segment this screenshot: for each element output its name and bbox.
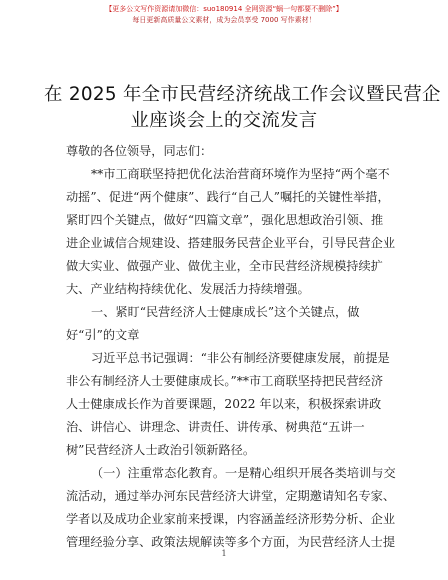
body-line: 进企业诚信合规建设、搭建服务民营企业平台，引导民营企业 xyxy=(66,236,396,250)
body-line: 习近平总书记强调：“非公有制经济要健康发展，前提是 xyxy=(91,351,390,365)
promo-banner-line-1: 【更多公文写作资源请加微信：suo180914 全网资源“蜗一句都要不删除”】 xyxy=(105,5,343,13)
page-number: 1 xyxy=(221,549,227,558)
promo-banner-line-2: 每日更新高质量公文素材，成为会员享受 7000 写作素材！ xyxy=(132,16,316,24)
body-line: 流活动，通过举办河东民营经济大讲堂，定期邀请知名专家、 xyxy=(66,489,396,503)
body-line: 人士健康成长作为首要课题，2022 年以来，积极探索讲政 xyxy=(66,397,382,411)
document-title xyxy=(44,82,441,134)
body-line: 树”民营经济人士政治引领新路径。 xyxy=(66,443,256,457)
section-heading-line: 一、紧盯“民营经济人士健康成长”这个关键点，做 xyxy=(91,305,360,319)
body-line: 非公有制经济人士要健康成长。”**市工商联坚持把民营经济 xyxy=(66,374,384,388)
body-line: 动摇”、促进“两个健康”、践行“自己人”嘱托的关键性举措， xyxy=(66,190,390,204)
body-line: 大、产业结构持续优化、发展活力持续增强。 xyxy=(66,282,310,296)
title-line-2: 业座谈会上的交流发言 xyxy=(130,110,318,131)
body-line: 治、讲信心、讲理念、讲责任、讲传承、树典范“五讲一 xyxy=(66,420,365,434)
body-line: **市工商联坚持把优化法治营商环境作为坚持“两个毫不 xyxy=(91,167,390,181)
title-line-1: 在 2025 年全市民营经济统战工作会议暨民营企 xyxy=(44,84,441,105)
body-line: 做大实业、做强产业、做优主业，全市民营经济规模持续扩 xyxy=(66,259,383,273)
salutation: 尊敬的各位领导，同志们： xyxy=(66,144,213,158)
body-line: 紧盯四个关键点，做好“四篇文章”，强化思想政治引领、推 xyxy=(66,213,384,227)
body-line: （一）注重常态化教育。一是精心组织开展各类培训与交 xyxy=(91,466,396,480)
body-line: 管理经验分享、政策法规解读等多个方面，为民营经济人士提 xyxy=(66,535,396,549)
section-heading-line: 好“引”的文章 xyxy=(66,328,140,342)
body-line: 学者以及成功企业家前来授课，内容涵盖经济形势分析、企业 xyxy=(66,512,396,526)
